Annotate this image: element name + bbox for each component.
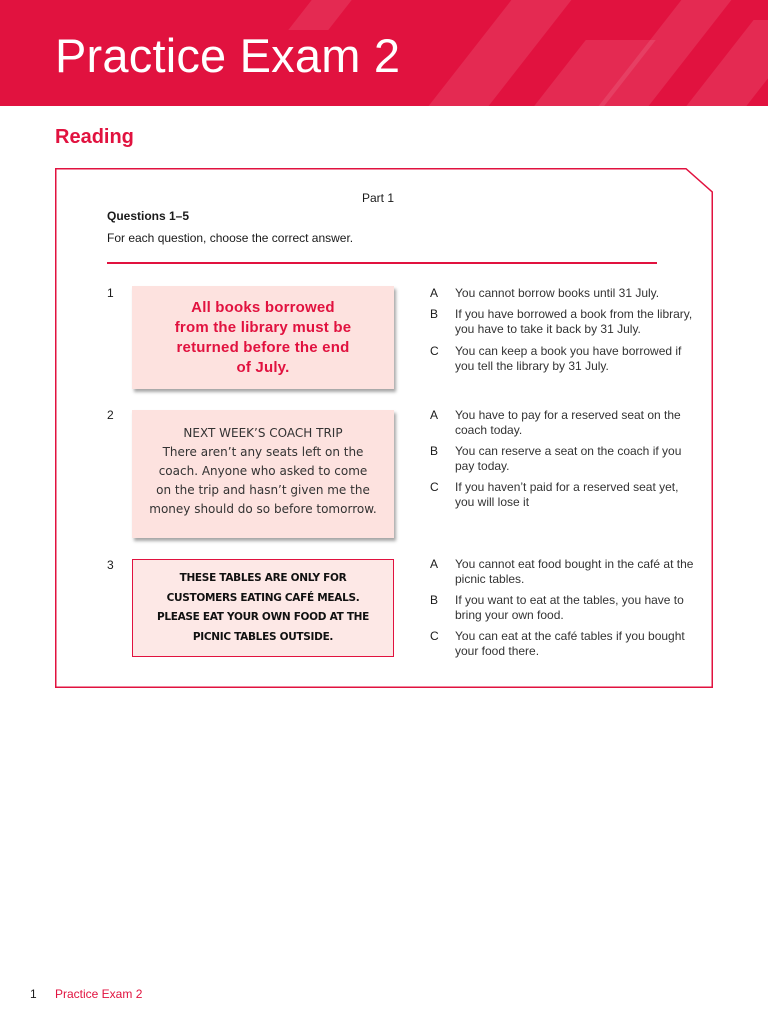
option-letter: B bbox=[430, 593, 439, 607]
banner-stripe bbox=[288, 0, 351, 30]
option-letter: A bbox=[430, 408, 439, 422]
notice-line: on the trip and hasn’t given me the bbox=[156, 483, 370, 497]
question-number: 1 bbox=[107, 286, 114, 300]
notice-heading: NEXT WEEK’S COACH TRIP bbox=[183, 426, 343, 440]
footer-title: Practice Exam 2 bbox=[55, 987, 143, 1001]
notice-line: coach. Anyone who asked to come bbox=[158, 464, 368, 478]
notice-line: PLEASE EAT YOUR OWN FOOD AT THE bbox=[156, 611, 370, 623]
question-3-notice bbox=[132, 559, 394, 657]
part-label bbox=[0, 191, 768, 205]
option-letter: A bbox=[430, 557, 439, 571]
option-letter: C bbox=[430, 629, 439, 643]
question-1-notice bbox=[132, 286, 394, 389]
part-label-text: Part 1 bbox=[361, 191, 394, 205]
notice-text bbox=[157, 569, 369, 647]
option-text: If you haven’t paid for a reserved seat yet, you will lose it bbox=[455, 480, 679, 509]
option-text: You can keep a book you have borrowed if you tell the library by 31 July. bbox=[455, 344, 682, 373]
option-letter: B bbox=[430, 444, 439, 458]
option-text: You cannot eat food bought in the café at the picnic tables. bbox=[455, 557, 694, 586]
question-number: 2 bbox=[107, 408, 114, 422]
notice-line: money should do so before tomorrow. bbox=[149, 502, 377, 516]
notice-line: THESE TABLES ARE ONLY FOR bbox=[179, 572, 347, 584]
option-text: You cannot borrow books until 31 July. bbox=[455, 286, 660, 300]
notice-line: of July. bbox=[236, 358, 290, 376]
option-letter: A bbox=[430, 286, 439, 300]
questions-range: Questions 1–5 bbox=[107, 209, 190, 223]
option-letter: C bbox=[430, 480, 439, 494]
option-text: You can eat at the café tables if you bought your food there. bbox=[455, 629, 685, 658]
notice-text bbox=[132, 443, 394, 519]
page-number: 1 bbox=[30, 987, 37, 1001]
divider-rule bbox=[107, 262, 657, 264]
option-letter: B bbox=[430, 307, 439, 321]
question-number: 3 bbox=[107, 558, 114, 572]
notice-line: There aren’t any seats left on the bbox=[162, 445, 364, 459]
notice-line: PICNIC TABLES OUTSIDE. bbox=[192, 630, 334, 643]
option-text: You can reserve a seat on the coach if you pay today. bbox=[455, 444, 682, 473]
notice-line: from the library must be bbox=[174, 318, 352, 336]
notice-line: CUSTOMERS EATING CAFÉ MEALS. bbox=[166, 591, 360, 604]
instruction-text: For each question, choose the correct answer. bbox=[107, 231, 354, 245]
notice-text bbox=[175, 298, 352, 378]
question-2-notice bbox=[132, 410, 394, 538]
notice-line: All books borrowed bbox=[191, 298, 335, 316]
option-text: You have to pay for a reserved seat on the coach today. bbox=[455, 408, 681, 437]
option-text: If you have borrowed a book from the library, you have to take it back by 31 July. bbox=[455, 307, 693, 336]
option-letter: C bbox=[430, 344, 439, 358]
page-title: Practice Exam 2 bbox=[55, 29, 401, 82]
section-title: Reading bbox=[55, 126, 134, 148]
option-text: If you want to eat at the tables, you have to bring your own food. bbox=[455, 593, 684, 622]
notice-line: returned before the end bbox=[176, 338, 350, 356]
header-banner bbox=[0, 0, 768, 106]
